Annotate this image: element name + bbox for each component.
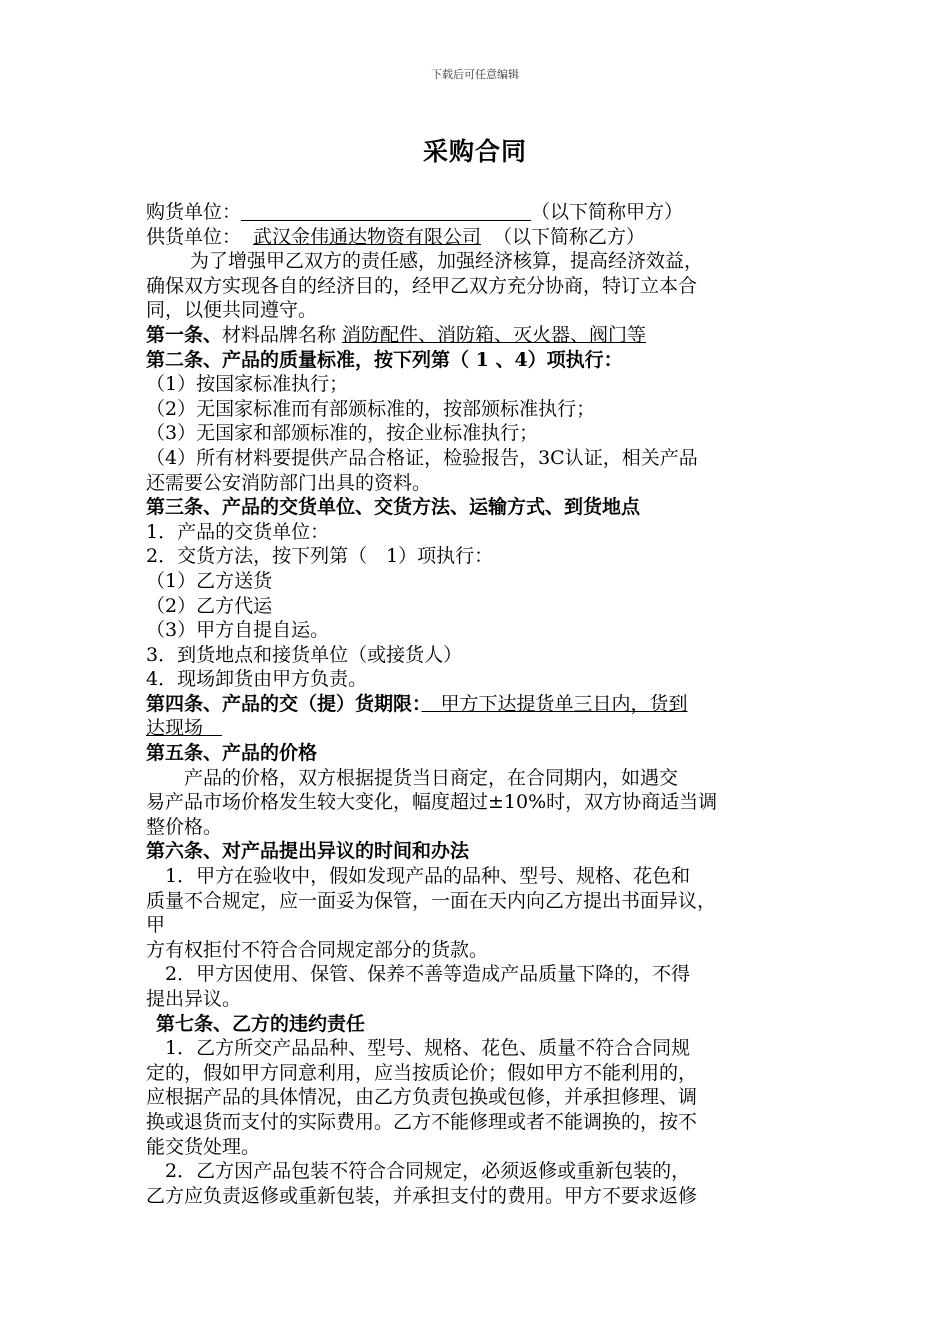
document-title: 采购合同 <box>422 137 527 166</box>
article-3-item: （3）甲方自提自运。 <box>146 619 330 642</box>
article-3-heading: 第三条、产品的交货单位、交货方法、运输方式、到货地点 <box>146 496 641 519</box>
article-3-item: （2）乙方代运 <box>146 594 273 617</box>
article-2-item: （4）所有材料要提供产品合格证，检验报告，3C认证，相关产品 <box>146 446 698 469</box>
article-6-heading: 第六条、对产品提出异议的时间和办法 <box>146 840 470 863</box>
supplier-suffix: （以下简称乙方） <box>493 225 646 248</box>
article-7-line: 应根据产品的具体情况，由乙方负责包换或包修，并承担修理、调 <box>146 1086 698 1109</box>
article-2-item: 还需要公安消防部门出具的资料。 <box>146 471 432 494</box>
supplier-name: 武汉金伟通达物资有限公司 <box>253 225 482 248</box>
article-6-line: 提出异议。 <box>146 988 242 1010</box>
article-1-label: 材料品牌名称 <box>222 323 337 346</box>
article-2-item: （2）无国家标准而有部颁标准的，按部颁标准执行； <box>146 397 596 420</box>
article-3-item: 2．交货方法，按下列第（ 1）项执行： <box>146 545 494 568</box>
article-3-item: 1．产品的交货单位： <box>146 520 330 543</box>
article-3-item: 3．到货地点和接货单位（或接货人） <box>146 643 463 666</box>
article-6-line: 方有权拒付不符合合同规定部分的货款。 <box>146 938 489 961</box>
article-5-line: 易产品市场价格发生较大变化，幅度超过±10%时，双方协商适当调 <box>146 791 718 814</box>
article-6-line: 2．甲方因使用、保管、保养不善等造成产品质量下降的，不得 <box>146 963 691 986</box>
article-6-line: 甲 <box>146 914 166 937</box>
article-4-value: 甲方下达提货单三日内，货到 <box>421 692 688 715</box>
article-7-line: 换或退货而支付的实际费用。乙方不能修理或者不能调换的，按不 <box>146 1110 698 1133</box>
article-1 <box>146 323 810 348</box>
article-2-item: （3）无国家和部颁标准的，按企业标准执行； <box>146 422 539 445</box>
article-1-value: 消防配件、消防箱、灭火器、阀门等 <box>342 323 647 346</box>
article-2-heading: 第二条、产品的质量标准，按下列第（ 1 、4）项执行： <box>146 348 623 371</box>
header-note: 下载后可任意编辑 <box>431 68 519 81</box>
buyer-blank <box>241 200 531 221</box>
article-4-heading: 第四条、产品的交（提）货期限： <box>146 692 422 715</box>
buyer-suffix: （以下简称甲方） <box>531 201 684 223</box>
article-6-line: 1．甲方在验收中，假如发现产品的品种、型号、规格、花色和 <box>146 865 691 888</box>
intro-line: 为了增强甲乙双方的责任感，加强经济核算，提高经济效益， <box>190 250 704 273</box>
article-5-heading: 第五条、产品的价格 <box>146 742 318 765</box>
article-3-item: 4．现场卸货由甲方负责。 <box>146 668 368 691</box>
supplier-line <box>146 225 810 250</box>
buyer-line <box>146 200 810 225</box>
article-2-item: （1）按国家标准执行； <box>146 373 349 396</box>
article-5-line: 产品的价格，双方根据提货当日商定，在合同期内，如遇交 <box>146 766 679 789</box>
article-5-line: 整价格。 <box>146 815 223 838</box>
article-4 <box>146 692 810 717</box>
article-7-line: 能交货处理。 <box>146 1135 261 1158</box>
contract-body <box>146 200 810 1208</box>
article-3-item: （1）乙方送货 <box>146 569 273 592</box>
supplier-label: 供货单位： <box>146 225 242 248</box>
article-1-heading: 第一条、 <box>146 323 223 346</box>
article-6-line: 质量不合规定，应一面妥为保管，一面在天内向乙方提出书面异议， <box>146 889 717 912</box>
article-7-line: 2．乙方因产品包装不符合合同规定，必须返修或重新包装的， <box>146 1160 691 1183</box>
intro-line: 同，以便共同遵守。 <box>146 299 318 322</box>
article-7-line: 1．乙方所交产品品种、型号、规格、花色、质量不符合合同规 <box>146 1037 691 1060</box>
article-7-line: 定的，假如甲方同意利用，应当按质论价；假如甲方不能利用的， <box>146 1061 698 1084</box>
intro-line: 确保双方实现各自的经济目的，经甲乙双方充分协商，特订立本合 <box>146 274 698 297</box>
buyer-label: 购货单位： <box>146 201 242 223</box>
article-4-value-cont: 达现场 <box>146 717 223 740</box>
article-7-line: 乙方应负责返修或重新包装，并承担支付的费用。甲方不要求返修 <box>146 1184 698 1207</box>
article-7-heading: 第七条、乙方的违约责任 <box>156 1012 366 1035</box>
